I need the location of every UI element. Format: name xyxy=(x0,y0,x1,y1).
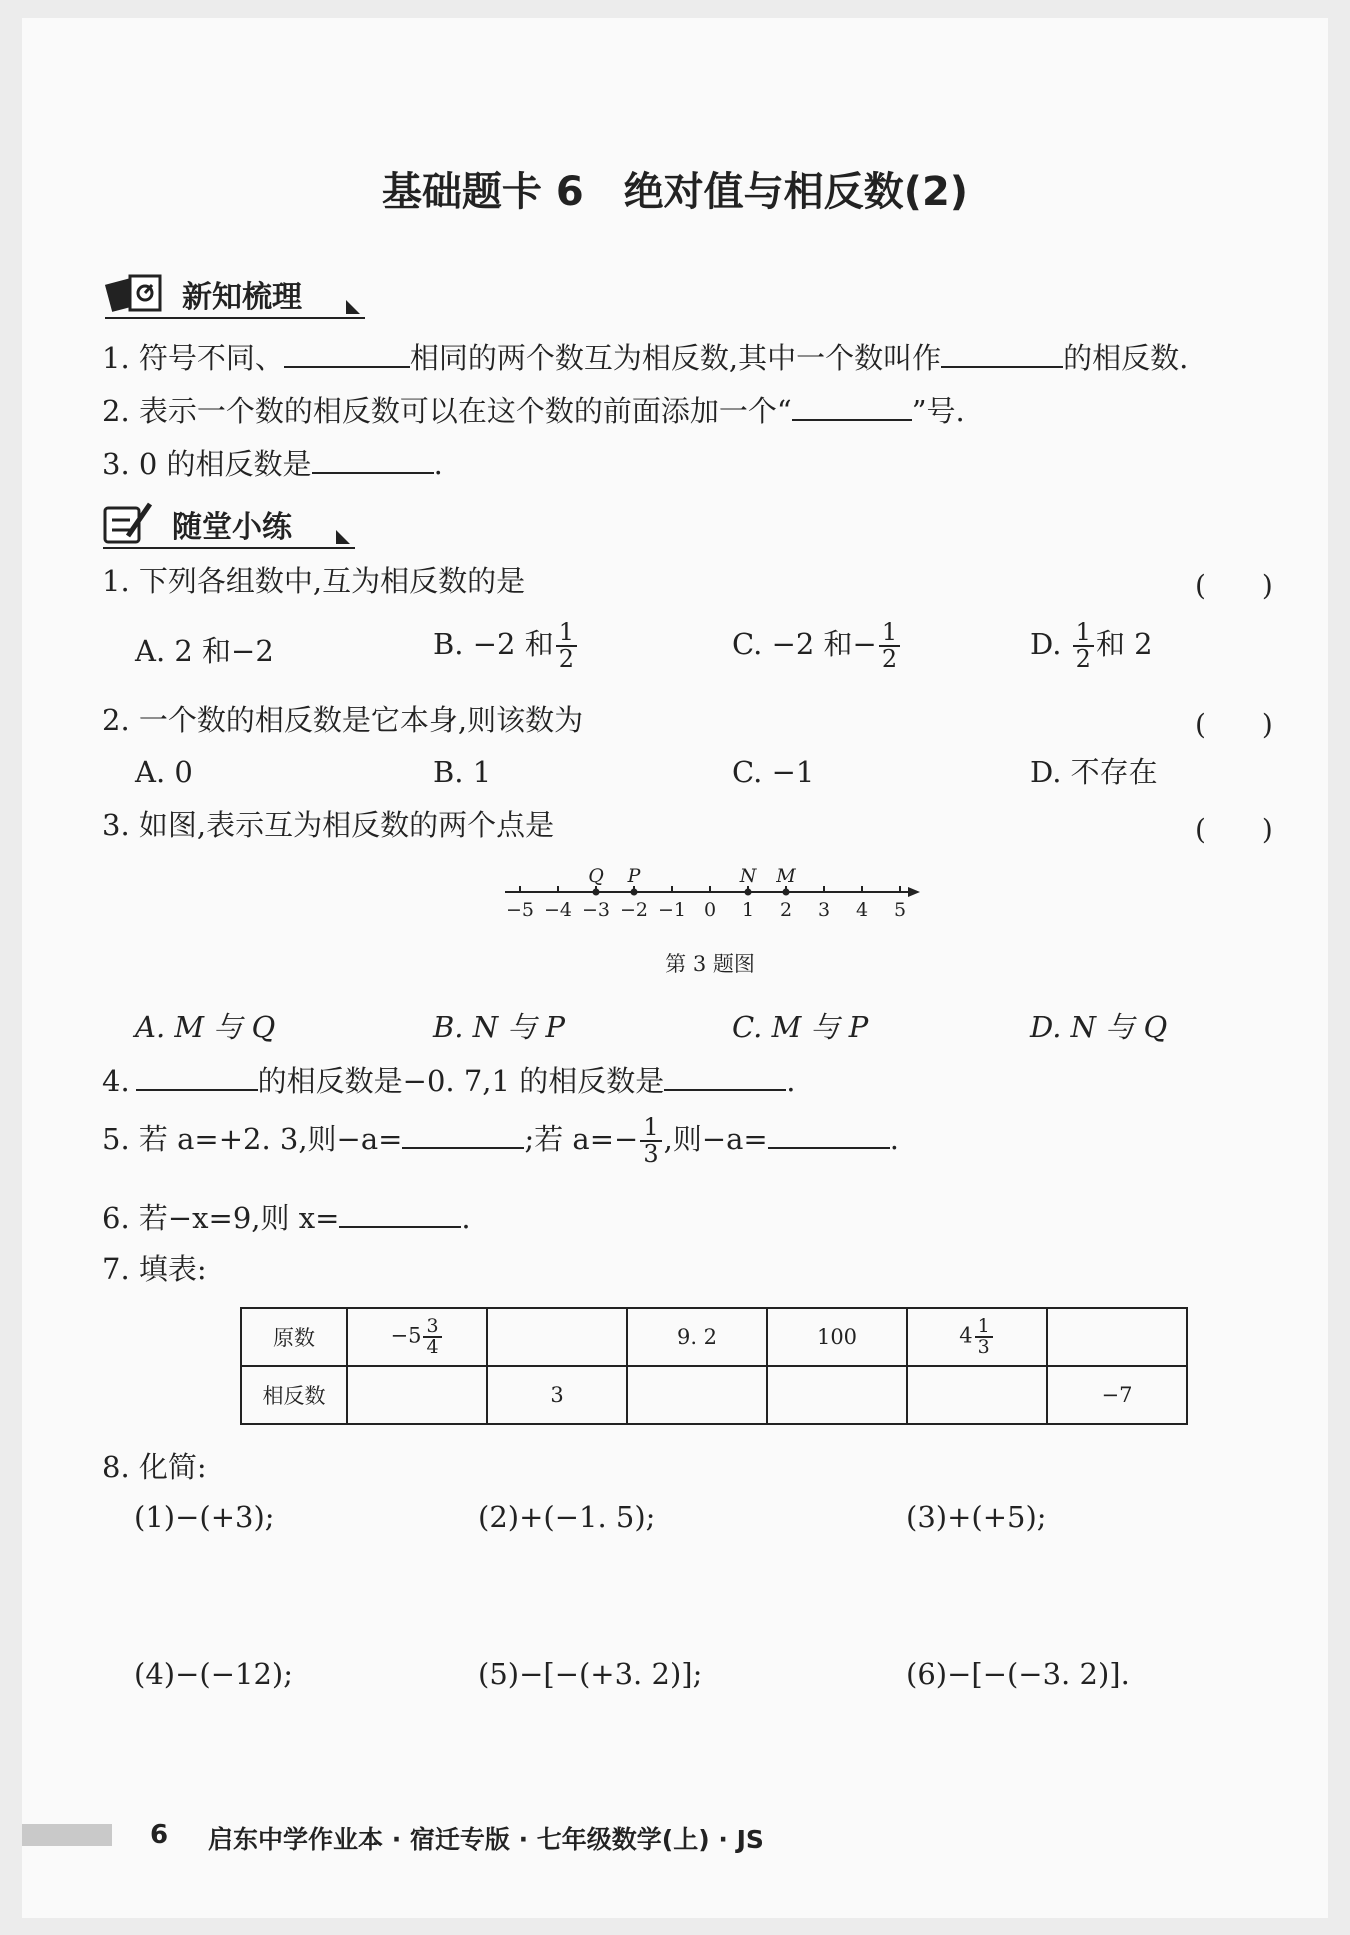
answer-blank[interactable] xyxy=(664,1063,786,1091)
section-label: 随堂小练 xyxy=(172,510,292,545)
text: 4. xyxy=(102,1064,130,1098)
text: −5 xyxy=(390,1323,422,1348)
tick-label: −3 xyxy=(581,899,611,921)
answer-blank[interactable] xyxy=(339,1200,461,1228)
row-header: 原数 xyxy=(241,1308,347,1366)
text: D. xyxy=(1030,627,1071,661)
axis-arrow xyxy=(908,887,920,897)
option-b[interactable]: B. N 与 P xyxy=(433,1010,566,1044)
text: B. −2 和 xyxy=(433,627,554,661)
text: 6. 若−x=9,则 x= xyxy=(102,1201,340,1235)
denominator: 2 xyxy=(881,645,898,673)
simplify-item-3: (3)+(+5); xyxy=(906,1500,1047,1534)
answer-blank[interactable] xyxy=(768,1121,890,1149)
simplify-item-2: (2)+(−1. 5); xyxy=(478,1500,656,1534)
point-label: P xyxy=(627,865,641,887)
footer-bar xyxy=(22,1824,112,1846)
table-row xyxy=(241,1366,1187,1424)
figure-caption: 第 3 题图 xyxy=(665,952,755,976)
numerator: 3 xyxy=(423,1317,441,1338)
fraction xyxy=(423,1317,441,1357)
simplify-item-6: (6)−[−(−3. 2)]. xyxy=(906,1657,1130,1691)
fraction xyxy=(1073,620,1094,672)
table-cell[interactable]: 3 xyxy=(487,1366,627,1424)
tick-label: 2 xyxy=(779,899,793,921)
option-b[interactable]: B. 1 xyxy=(433,755,492,789)
footer-text: 启东中学作业本 · 宿迁专版 · 七年级数学(上) · JS xyxy=(208,1825,764,1854)
tick-label: 3 xyxy=(817,899,831,921)
text: . xyxy=(889,1122,899,1156)
simplify-item-1: (1)−(+3); xyxy=(134,1500,275,1534)
text: . xyxy=(461,1201,471,1235)
answer-paren[interactable]: ( ) xyxy=(1195,813,1273,846)
denominator: 2 xyxy=(558,645,574,673)
answer-blank[interactable] xyxy=(136,1063,258,1091)
point-M xyxy=(783,889,790,896)
text: . xyxy=(433,447,443,481)
question-3-stem: 3. 如图,表示互为相反数的两个点是 xyxy=(102,808,555,842)
table-cell[interactable]: −7 xyxy=(1047,1366,1187,1424)
answer-blank[interactable] xyxy=(284,340,410,368)
text: 相同的两个数互为相反数,其中一个数叫作 xyxy=(409,341,942,375)
point-P xyxy=(631,889,638,896)
answer-blank[interactable] xyxy=(402,1121,524,1149)
knowledge-item-2 xyxy=(102,393,965,428)
point-label: Q xyxy=(588,865,604,887)
question-6 xyxy=(102,1200,471,1235)
text: 3. 0 的相反数是 xyxy=(102,447,312,481)
knowledge-item-3 xyxy=(102,446,443,481)
table-cell[interactable] xyxy=(1047,1308,1187,1366)
answer-paren[interactable]: ( ) xyxy=(1195,708,1273,741)
section-label: 新知梳理 xyxy=(182,280,302,315)
table-cell[interactable] xyxy=(347,1366,487,1424)
tick-label: 5 xyxy=(893,899,907,921)
fraction xyxy=(879,620,900,672)
fill-table xyxy=(240,1307,1188,1425)
question-1-stem: 1. 下列各组数中,互为相反数的是 xyxy=(102,564,526,598)
page-number: 6 xyxy=(150,1820,169,1850)
answer-paren[interactable]: ( ) xyxy=(1195,569,1273,602)
text: ,则−a= xyxy=(663,1122,768,1156)
numerator: 1 xyxy=(556,620,577,647)
knowledge-item-1 xyxy=(102,340,1188,375)
table-cell[interactable] xyxy=(627,1366,767,1424)
tick-label: −2 xyxy=(619,899,649,921)
answer-blank[interactable] xyxy=(941,340,1063,368)
tick-label: −5 xyxy=(505,899,535,921)
answer-blank[interactable] xyxy=(312,446,434,474)
table-cell[interactable] xyxy=(487,1308,627,1366)
text: 4 xyxy=(959,1323,973,1348)
table-cell[interactable] xyxy=(347,1308,487,1366)
table-cell[interactable] xyxy=(907,1308,1047,1366)
denominator: 3 xyxy=(643,1140,659,1168)
tick-label: −4 xyxy=(543,899,573,921)
text: 1. 符号不同、 xyxy=(102,341,284,375)
table-cell[interactable]: 100 xyxy=(767,1308,907,1366)
text: 2. 表示一个数的相反数可以在这个数的前面添加一个“ xyxy=(102,394,792,428)
table-row xyxy=(241,1308,1187,1366)
fraction xyxy=(640,1115,661,1167)
option-c[interactable]: C. M 与 P xyxy=(732,1010,869,1044)
question-8-stem: 8. 化简: xyxy=(102,1450,207,1484)
point-N xyxy=(745,889,752,896)
text: ;若 a=− xyxy=(524,1122,639,1156)
text: 的相反数是−0. 7,1 的相反数是 xyxy=(257,1064,665,1098)
option-d[interactable] xyxy=(1030,620,1153,672)
text: ”号. xyxy=(911,394,965,428)
row-header: 相反数 xyxy=(241,1366,347,1424)
option-c[interactable]: C. −1 xyxy=(732,755,815,789)
numerator: 1 xyxy=(1073,620,1094,647)
section-header-practice xyxy=(100,500,360,552)
table-cell[interactable]: 9. 2 xyxy=(627,1308,767,1366)
fraction xyxy=(556,620,577,672)
point-Q xyxy=(593,889,600,896)
denominator: 3 xyxy=(977,1336,990,1358)
tick-label: 1 xyxy=(741,899,755,921)
option-a[interactable]: A. 0 xyxy=(135,755,193,789)
question-7-stem: 7. 填表: xyxy=(102,1252,207,1286)
text: . xyxy=(786,1064,796,1098)
tick-label: 4 xyxy=(855,899,869,921)
table-cell[interactable] xyxy=(907,1366,1047,1424)
numerator: 1 xyxy=(640,1115,661,1142)
point-label: N xyxy=(739,865,757,887)
simplify-item-5: (5)−[−(+3. 2)]; xyxy=(478,1657,703,1691)
option-d[interactable]: D. 不存在 xyxy=(1030,755,1158,789)
option-c[interactable] xyxy=(732,620,902,672)
question-2-stem: 2. 一个数的相反数是它本身,则该数为 xyxy=(102,703,584,737)
answer-blank[interactable] xyxy=(792,393,912,421)
page-title: 基础题卡 6 绝对值与相反数(2) xyxy=(381,169,969,215)
text: 的相反数. xyxy=(1063,341,1189,375)
number-line xyxy=(495,860,925,930)
question-5 xyxy=(102,1115,899,1167)
numerator: 1 xyxy=(975,1317,993,1338)
text: 5. 若 a=+2. 3,则−a= xyxy=(102,1122,403,1156)
tick-label: −1 xyxy=(657,899,687,921)
denominator: 4 xyxy=(426,1336,439,1358)
numerator: 1 xyxy=(879,620,900,647)
simplify-item-4: (4)−(−12); xyxy=(134,1657,293,1691)
question-4 xyxy=(102,1063,795,1098)
point-label: M xyxy=(776,865,796,887)
section-header-new-knowledge xyxy=(100,270,370,322)
denominator: 2 xyxy=(1075,645,1091,673)
tick-label: 0 xyxy=(703,899,717,921)
text: 和 2 xyxy=(1095,627,1153,661)
fraction xyxy=(975,1317,993,1357)
option-d[interactable]: D. N 与 Q xyxy=(1030,1010,1168,1044)
option-a[interactable]: A. M 与 Q xyxy=(135,1010,276,1044)
table-cell[interactable] xyxy=(767,1366,907,1424)
option-b[interactable] xyxy=(433,620,579,672)
text: C. −2 和− xyxy=(732,627,877,661)
option-a[interactable]: A. 2 和−2 xyxy=(135,634,274,668)
